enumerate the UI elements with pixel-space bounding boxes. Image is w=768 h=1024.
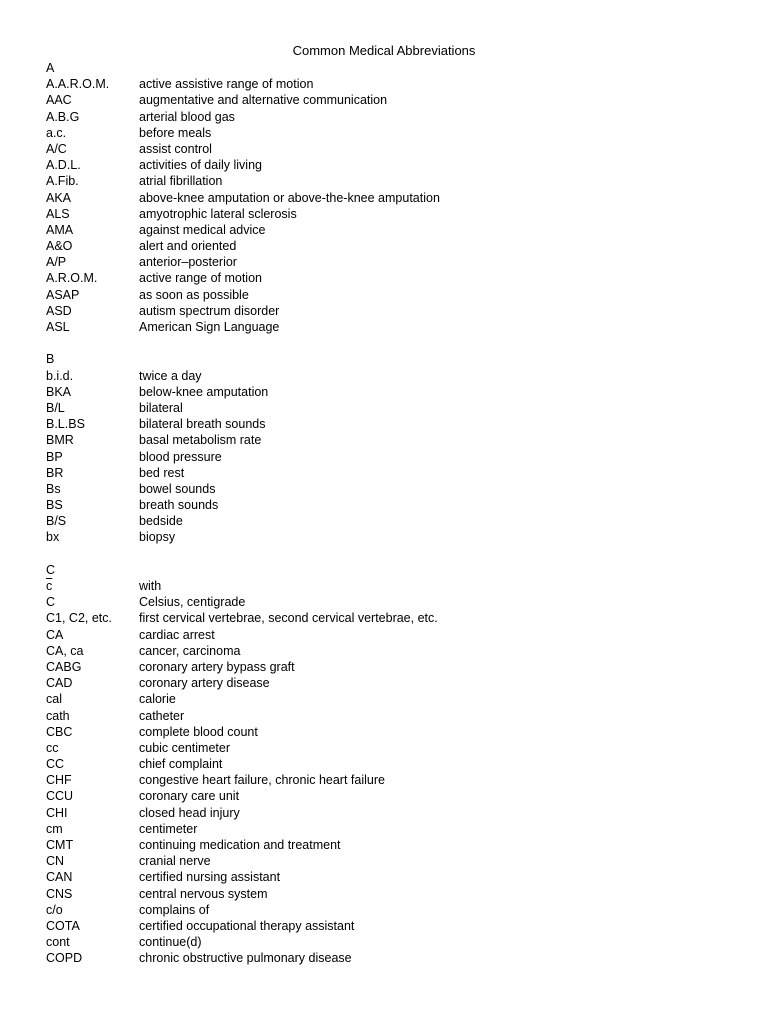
list-item <box>46 529 726 545</box>
definition: continue(d) <box>139 935 202 950</box>
list-item <box>46 270 726 286</box>
list-item <box>46 76 726 92</box>
abbreviation: CHF <box>46 773 72 788</box>
abbreviation: AKA <box>46 190 72 205</box>
definition: autism spectrum disorder <box>139 303 280 318</box>
abbreviation: CABG <box>46 659 82 674</box>
definition: certified occupational therapy assistant <box>139 918 355 933</box>
definition: against medical advice <box>139 222 266 237</box>
abbreviation: ASD <box>46 303 72 318</box>
definition: complains of <box>139 902 210 917</box>
definition: continuing medication and treatment <box>139 838 341 852</box>
section-letter: B <box>46 352 55 367</box>
list-item <box>46 141 726 157</box>
definition: bilateral breath sounds <box>139 417 266 432</box>
definition: congestive heart failure, chronic heart failure <box>139 773 385 788</box>
list-item <box>46 675 726 691</box>
abbreviation: A/C <box>46 141 67 156</box>
list-item <box>46 303 726 319</box>
list-item <box>46 772 726 788</box>
definition: cancer, carcinoma <box>139 643 241 658</box>
list-item <box>46 805 726 821</box>
definition: coronary artery bypass graft <box>139 659 295 674</box>
list-item <box>46 594 726 610</box>
list-item <box>46 821 726 837</box>
list-item <box>46 368 726 384</box>
section-b <box>46 351 726 545</box>
abbreviation: CC <box>46 757 65 772</box>
abbreviation: CA <box>46 627 64 642</box>
definition: cardiac arrest <box>139 627 215 642</box>
abbreviation: b.i.d. <box>46 368 74 383</box>
abbreviation: cc <box>46 740 59 755</box>
abbreviation: A.R.O.M. <box>46 271 98 286</box>
abbreviation: B.L.BS <box>46 417 85 432</box>
definition: first cervical vertebrae, second cervical vertebrae, etc. <box>139 611 438 626</box>
abbreviation: BMR <box>46 433 74 448</box>
list-item <box>46 724 726 740</box>
definition: catheter <box>139 708 185 723</box>
list-item <box>46 432 726 448</box>
definition: bed rest <box>139 465 185 480</box>
definition: amyotrophic lateral sclerosis <box>139 206 297 221</box>
list-item <box>46 206 726 222</box>
abbreviation: CA, ca <box>46 643 84 658</box>
abbreviation: A/P <box>46 255 67 270</box>
abbreviation: AAC <box>46 93 72 108</box>
definition: active assistive range of motion <box>139 77 314 92</box>
abbreviation: CCU <box>46 789 74 804</box>
abbreviation: A.A.R.O.M. <box>46 77 110 92</box>
definition: cubic centimeter <box>139 740 231 755</box>
definition: bilateral <box>139 400 183 415</box>
definition: calorie <box>139 692 176 707</box>
definition: American Sign Language <box>139 320 280 334</box>
list-item <box>46 950 726 966</box>
list-item <box>46 853 726 869</box>
definition: above-knee amputation or above-the-knee amputation <box>139 190 440 205</box>
definition: with <box>139 579 162 593</box>
section-spacer <box>46 335 726 351</box>
abbreviation: bx <box>46 530 60 545</box>
definition: as soon as possible <box>139 287 249 302</box>
abbreviation: CN <box>46 854 65 869</box>
list-item <box>46 837 726 853</box>
abbreviation: C <box>46 595 56 610</box>
section-a <box>46 60 726 335</box>
definition: central nervous system <box>139 886 268 901</box>
list-item <box>46 691 726 707</box>
abbreviation: cal <box>46 692 62 707</box>
list-item <box>46 222 726 238</box>
abbreviation: CAN <box>46 870 73 885</box>
list-item <box>46 886 726 902</box>
abbreviation: cont <box>46 935 70 950</box>
list-item <box>46 319 726 335</box>
abbreviation: BR <box>46 465 64 480</box>
list-item <box>46 384 726 400</box>
definition: below-knee amputation <box>139 384 269 399</box>
list-item <box>46 400 726 416</box>
definition: chief complaint <box>139 757 223 772</box>
list-item <box>46 869 726 885</box>
list-item <box>46 109 726 125</box>
list-item <box>46 902 726 918</box>
list-item <box>46 643 726 659</box>
abbreviation: c/o <box>46 902 63 917</box>
definition: anterior–posterior <box>139 255 237 270</box>
list-item <box>46 238 726 254</box>
definition: atrial fibrillation <box>139 174 223 189</box>
definition: coronary artery disease <box>139 676 270 691</box>
list-item <box>46 513 726 529</box>
abbreviation: CAD <box>46 676 73 691</box>
abbreviation: BP <box>46 449 63 464</box>
abbreviation: A.B.G <box>46 109 80 124</box>
definition: before meals <box>139 125 212 140</box>
abbreviation: BKA <box>46 384 72 399</box>
abbreviation: CNS <box>46 886 73 901</box>
list-item <box>46 756 726 772</box>
definition: augmentative and alternative communication <box>139 93 388 108</box>
abbreviation: a.c. <box>46 125 67 140</box>
definition: active range of motion <box>139 271 262 286</box>
list-item <box>46 465 726 481</box>
abbreviation: AMA <box>46 222 74 237</box>
abbreviation: ASAP <box>46 287 80 302</box>
list-item <box>46 708 726 724</box>
list-item <box>46 125 726 141</box>
definition: centimeter <box>139 821 198 836</box>
definition: cranial nerve <box>139 854 211 869</box>
list-item <box>46 449 726 465</box>
list-item <box>46 788 726 804</box>
abbreviation: COPD <box>46 951 83 966</box>
definition: biopsy <box>139 530 176 545</box>
definition: alert and oriented <box>139 239 237 254</box>
abbreviation-list <box>46 60 726 967</box>
list-item <box>46 497 726 513</box>
definition: twice a day <box>139 368 202 383</box>
list-item <box>46 254 726 270</box>
definition: certified nursing assistant <box>139 870 281 885</box>
abbreviation: cath <box>46 708 70 723</box>
list-item <box>46 173 726 189</box>
definition: bowel sounds <box>139 481 216 496</box>
definition: activities of daily living <box>139 158 262 173</box>
definition: closed head injury <box>139 805 240 820</box>
abbreviation: B/S <box>46 514 67 529</box>
abbreviation: CHI <box>46 805 68 820</box>
list-item <box>46 740 726 756</box>
list-item <box>46 157 726 173</box>
list-item <box>46 416 726 432</box>
definition: basal metabolism rate <box>139 433 262 448</box>
abbreviation: A&O <box>46 239 73 254</box>
definition: arterial blood gas <box>139 109 235 124</box>
abbreviation: COTA <box>46 918 80 933</box>
list-item <box>46 659 726 675</box>
list-item <box>46 934 726 950</box>
abbreviation: A.D.L. <box>46 158 81 173</box>
abbreviation: A.Fib. <box>46 174 79 189</box>
section-c <box>46 562 726 967</box>
abbreviation: $\overline{c}$ <box>46 579 53 593</box>
definition: bedside <box>139 514 183 529</box>
section-spacer <box>46 546 726 562</box>
abbreviation: CMT <box>46 838 74 852</box>
abbreviation: ALS <box>46 206 70 221</box>
list-item <box>46 578 726 594</box>
page-title: Common Medical Abbreviations <box>292 43 476 58</box>
abbreviation: Bs <box>46 481 61 496</box>
list-item <box>46 287 726 303</box>
list-item <box>46 918 726 934</box>
definition: coronary care unit <box>139 789 240 804</box>
list-item <box>46 627 726 643</box>
definition: breath sounds <box>139 498 219 513</box>
definition: complete blood count <box>139 724 258 739</box>
definition: assist control <box>139 141 212 156</box>
list-item <box>46 481 726 497</box>
abbreviation: cm <box>46 821 63 836</box>
section-letter: C <box>46 562 56 577</box>
list-item <box>46 610 726 626</box>
list-item <box>46 92 726 108</box>
list-item <box>46 190 726 206</box>
abbreviation: B/L <box>46 400 65 415</box>
section-letter: A <box>46 61 55 75</box>
abbreviation: ASL <box>46 320 70 334</box>
definition: chronic obstructive pulmonary disease <box>139 951 352 966</box>
definition: blood pressure <box>139 449 222 464</box>
definition: Celsius, centigrade <box>139 595 246 610</box>
abbreviation: BS <box>46 498 63 513</box>
abbreviation: C1, C2, etc. <box>46 611 112 626</box>
abbreviation: CBC <box>46 724 73 739</box>
